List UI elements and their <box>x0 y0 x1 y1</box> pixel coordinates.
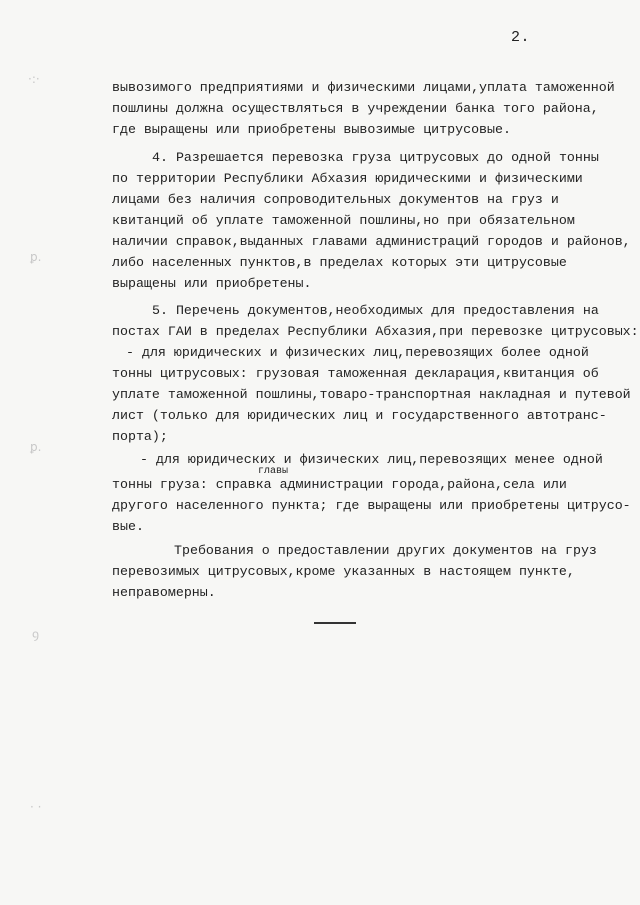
text-line: постах ГАИ в пределах Республики Абхазия,при перевозке цитрусовых: <box>112 324 639 339</box>
margin-mark: ·:· <box>28 72 40 86</box>
text-line: вые. <box>112 519 144 534</box>
text-line: 4. Разрешается перевозка груза цитрусовых до одной тонны <box>152 150 599 165</box>
end-divider <box>314 622 356 624</box>
text-line: тонны груза: справка администрации города,района,села или <box>112 477 567 492</box>
text-line: либо населенных пунктов,в пределах которых эти цитрусовые <box>112 255 567 270</box>
text-line: вывозимого предприятиями и физическими лицами,уплата таможенной <box>112 80 615 95</box>
text-line: лист (только для юридических лиц и государственного автотранс- <box>112 408 607 423</box>
text-line: порта); <box>112 429 168 444</box>
text-line: - для юридических и физических лиц,перевозящих более одной <box>126 345 589 360</box>
text-line: наличии справок,выданных главами администраций городов и районов, <box>112 234 631 249</box>
text-line: пошлины должна осуществляться в учреждении банка того района, <box>112 101 599 116</box>
text-line: Требования о предоставлении других документов на груз <box>174 543 597 558</box>
margin-mark: · · <box>30 800 42 814</box>
handwritten-insert: главы <box>258 466 289 477</box>
text-line: лицами без наличия сопроводительных документов на груз и <box>112 192 559 207</box>
text-line: перевозимых цитрусовых,кроме указанных в настоящем пункте, <box>112 564 575 579</box>
text-line: 5. Перечень документов,необходимых для предоставления на <box>152 303 599 318</box>
margin-mark: ꝑ. <box>30 250 42 264</box>
text-line: уплате таможенной пошлины,товаро-транспортная накладная и путевой <box>112 387 631 402</box>
text-line: неправомерны. <box>112 585 216 600</box>
page-number: 2. <box>511 29 531 46</box>
text-line: тонны цитрусовых: грузовая таможенная декларация,квитанция об <box>112 366 599 381</box>
margin-mark: ꝑ. <box>30 440 42 454</box>
margin-mark: ꝯ <box>32 627 40 641</box>
text-line: другого населенного пункта; где выращены или приобретены цитрусо- <box>112 498 631 513</box>
text-line: по территории Республики Абхазия юридическими и физическими <box>112 171 583 186</box>
text-line: где выращены или приобретены вывозимые цитрусовые. <box>112 122 511 137</box>
text-line: квитанций об уплате таможенной пошлины,но при обязательном <box>112 213 575 228</box>
text-line: выращены или приобретены. <box>112 276 312 291</box>
text-line: - для юридических и физических лиц,перевозящих менее одной <box>140 452 603 467</box>
